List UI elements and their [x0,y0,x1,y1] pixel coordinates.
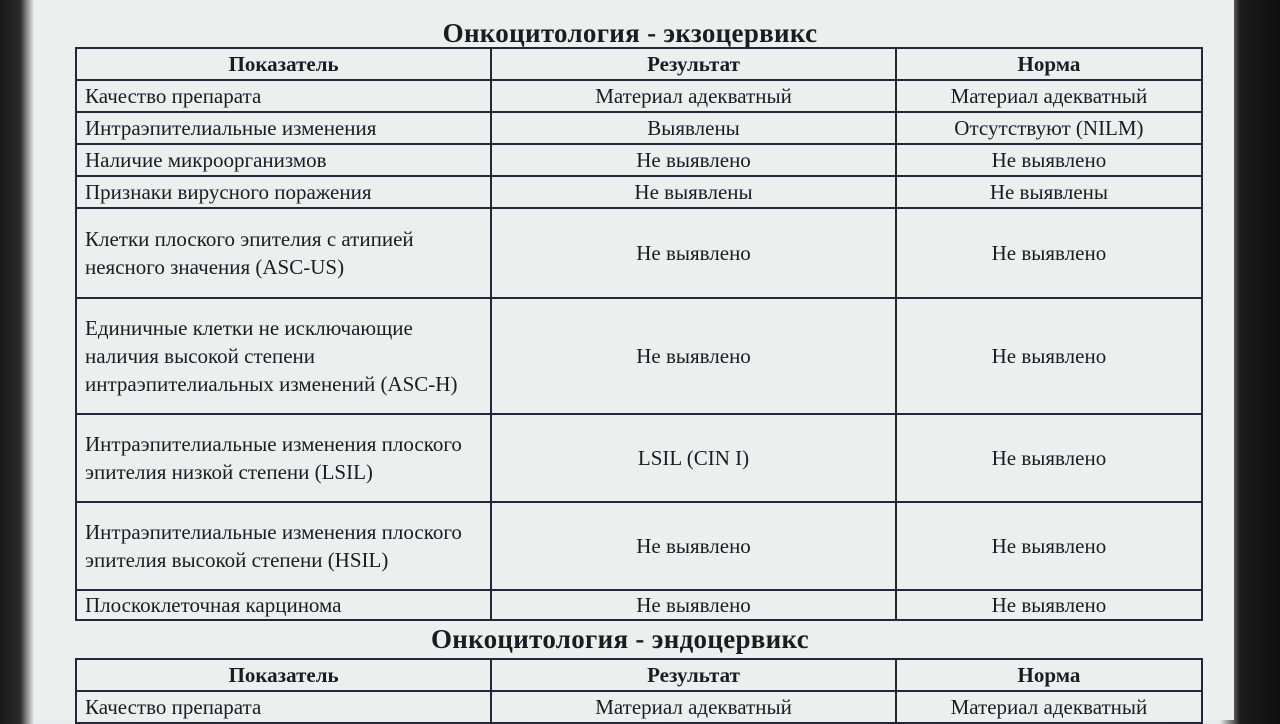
header-result: Результат [491,48,896,80]
result-cell: LSIL (CIN I) [491,414,896,502]
table-row [76,112,1202,144]
norm-cell: Не выявлено [896,590,1202,620]
indicator-cell: Интраэпителиальные изменения плоского эпителия высокой степени (HSIL) [76,502,491,590]
table-row [76,176,1202,208]
table-row [76,414,1202,502]
table-header-row [76,659,1202,691]
result-cell: Материал адекватный [491,691,896,723]
exocervix-table [75,47,1203,621]
norm-cell: Не выявлено [896,502,1202,590]
endocervix-table [75,658,1203,724]
norm-cell: Не выявлено [896,208,1202,298]
header-indicator: Показатель [76,659,491,691]
norm-cell: Материал адекватный [896,80,1202,112]
header-norm: Норма [896,659,1202,691]
indicator-cell: Единичные клетки не исключающие наличия высокой степени интраэпителиальных изменений (ASC-H) [76,298,491,414]
table-header-row [76,48,1202,80]
table-row [76,144,1202,176]
table-row [76,590,1202,620]
result-cell: Выявлены [491,112,896,144]
norm-cell: Не выявлено [896,414,1202,502]
result-cell: Не выявлено [491,298,896,414]
indicator-cell: Признаки вирусного поражения [76,176,491,208]
table-row [76,691,1202,723]
table-row [76,208,1202,298]
norm-cell: Отсутствуют (NILM) [896,112,1202,144]
result-cell: Не выявлено [491,590,896,620]
indicator-cell: Качество препарата [76,691,491,723]
header-indicator: Показатель [76,48,491,80]
indicator-cell: Плоскоклеточная карцинома [76,590,491,620]
indicator-cell: Наличие микроорганизмов [76,144,491,176]
table-row [76,80,1202,112]
section-title-endocervix: Онкоцитология - эндоцервикс [430,624,810,654]
table-row [76,502,1202,590]
header-result: Результат [491,659,896,691]
norm-cell: Не выявлено [896,298,1202,414]
indicator-cell: Качество препарата [76,80,491,112]
result-cell: Не выявлено [491,208,896,298]
result-cell: Не выявлено [491,144,896,176]
result-cell: Не выявлено [491,502,896,590]
indicator-cell: Интраэпителиальные изменения [76,112,491,144]
norm-cell: Материал адекватный [896,691,1202,723]
indicator-cell: Интраэпителиальные изменения плоского эпителия низкой степени (LSIL) [76,414,491,502]
result-cell: Материал адекватный [491,80,896,112]
indicator-cell: Клетки плоского эпителия с атипией неясного значения (ASC-US) [76,208,491,298]
norm-cell: Не выявлены [896,176,1202,208]
table-row [76,298,1202,414]
section-title-exocervix: Онкоцитология - экзоцервикс [442,18,818,48]
norm-cell: Не выявлено [896,144,1202,176]
header-norm: Норма [896,48,1202,80]
result-cell: Не выявлены [491,176,896,208]
